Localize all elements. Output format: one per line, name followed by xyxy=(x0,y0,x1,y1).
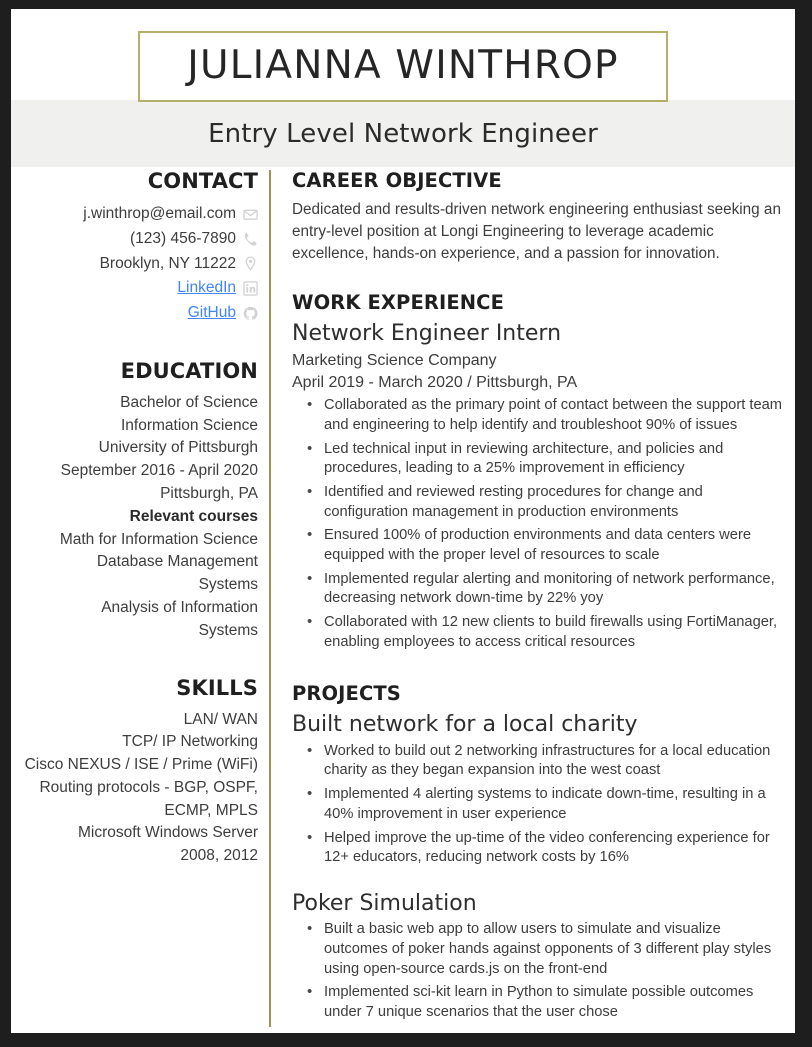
work-experience-section xyxy=(292,291,785,657)
contact-location-text: Brooklyn, NY 11222 xyxy=(99,254,236,272)
education-course: Analysis of Information xyxy=(101,598,258,616)
contact-item-phone xyxy=(11,227,258,252)
job-entry xyxy=(292,321,785,657)
education-line: University of Pittsburgh xyxy=(98,439,258,457)
linkedin-link[interactable]: LinkedIn xyxy=(177,279,236,297)
resume-body xyxy=(11,149,795,1027)
candidate-name: JULIANNA WINTHROP xyxy=(187,43,619,88)
envelope-icon xyxy=(243,207,258,222)
job-bullet: • Collaborated as the primary point of contact between the support team and engineering to help identify and troubleshoot 90% of issues xyxy=(324,396,785,439)
sidebar xyxy=(11,169,269,868)
skill-line: ECMP, MPLS xyxy=(164,801,258,819)
contact-email-text: j.winthrop@email.com xyxy=(83,205,236,222)
education-course: Math for Information Science xyxy=(59,530,258,548)
job-bullet-list xyxy=(292,396,785,656)
candidate-job-title: Entry Level Network Engineer xyxy=(208,119,598,149)
phone-icon xyxy=(243,232,258,247)
skill-line: Microsoft Windows Server xyxy=(77,824,258,842)
job-dates-location: April 2019 - March 2020 / Pittsburgh, PA xyxy=(292,373,578,391)
contact-item-location xyxy=(11,252,258,277)
education-course: Database Management xyxy=(96,553,258,571)
relevant-courses-label: Relevant courses xyxy=(129,507,258,525)
contact-phone-text: (123) 456-7890 xyxy=(130,229,236,247)
project-bullet: • Worked to build out 2 networking infrastructures for a local education charity as they began expansion into the west coast xyxy=(324,742,785,785)
education-line: September 2016 - April 2020 xyxy=(60,462,258,480)
job-bullet: • Ensured 100% of production environments and data centers were equipped with the proper level of resources to scale xyxy=(324,526,785,569)
name-box xyxy=(138,31,668,102)
career-objective-text: Dedicated and results-driven network engineering enthusiast seeking an entry-level position at Longi Engineering to leverage academic excellence, hands-on experience, and a passion for innovation. xyxy=(292,201,781,262)
skill-line: TCP/ IP Networking xyxy=(122,733,258,751)
job-company: Marketing Science Company xyxy=(292,351,497,369)
work-experience-heading: WORK EXPERIENCE xyxy=(292,290,505,314)
github-link[interactable]: GitHub xyxy=(187,304,236,322)
career-objective-section xyxy=(292,169,785,265)
project-bullet-list xyxy=(292,920,785,1026)
linkedin-icon[interactable] xyxy=(243,281,258,296)
education-heading: EDUCATION xyxy=(120,358,258,383)
education-line: Information Science xyxy=(121,416,258,434)
skill-line: Routing protocols - BGP, OSPF, xyxy=(39,778,258,796)
contact-item-linkedin[interactable] xyxy=(11,276,258,301)
project-entry xyxy=(292,712,785,872)
skill-line: Cisco NEXUS / ISE / Prime (WiFi) xyxy=(24,756,258,774)
project-bullet-list xyxy=(292,742,785,872)
education-line: Bachelor of Science xyxy=(120,393,258,411)
job-title: Network Engineer Intern xyxy=(292,320,562,346)
job-bullet: • Identified and reviewed resting procedures for change and configuration management in production environments xyxy=(324,483,785,526)
project-bullet: • Implemented 4 alerting systems to indicate down-time, resulting in a 40% improvement in user experience xyxy=(324,785,785,828)
project-bullet: • Implemented sci-kit learn in Python to simulate possible outcomes under 7 unique scenarios that the user chose xyxy=(324,983,785,1026)
projects-section xyxy=(292,682,785,1026)
job-bullet: • Collaborated with 12 new clients to build firewalls using FortiManager, enabling employees to access critical resources xyxy=(324,613,785,656)
github-icon[interactable] xyxy=(243,306,258,321)
contact-heading: CONTACT xyxy=(147,169,258,193)
education-course: Systems xyxy=(198,621,258,639)
education-course: Systems xyxy=(198,576,258,594)
contact-item-github[interactable] xyxy=(11,301,258,326)
project-title: Built network for a local charity xyxy=(292,712,638,738)
project-bullet: • Built a basic web app to allow users to simulate and visualize outcomes of poker hands against opponents of 3 different play styles using open-source cards.js on the front-end xyxy=(324,920,785,983)
skill-line: LAN/ WAN xyxy=(183,710,258,728)
projects-heading: PROJECTS xyxy=(292,682,401,706)
resume-page xyxy=(11,9,795,1033)
career-objective-heading: CAREER OBJECTIVE xyxy=(292,169,502,192)
education-line: Pittsburgh, PA xyxy=(160,485,258,503)
contact-section xyxy=(11,169,258,326)
main-content xyxy=(271,169,795,1027)
job-bullet: • Implemented regular alerting and monitoring of network performance, decreasing network down-time by 22% yoy xyxy=(324,570,785,613)
project-entry xyxy=(292,891,785,1027)
location-pin-icon xyxy=(243,256,258,271)
education-section xyxy=(11,359,258,643)
skill-line: 2008, 2012 xyxy=(180,847,258,865)
skills-heading: SKILLS xyxy=(176,675,258,700)
skills-section xyxy=(11,676,258,868)
job-bullet: • Led technical input in reviewing architecture, and policies and procedures, leading to a 25% improvement in efficiency xyxy=(324,440,785,483)
contact-item-email xyxy=(11,202,258,227)
resume-header xyxy=(11,9,795,149)
project-bullet: • Helped improve the up-time of the video conferencing experience for 12+ educators, reducing network costs by 16% xyxy=(324,829,785,872)
project-title: Poker Simulation xyxy=(292,890,477,916)
